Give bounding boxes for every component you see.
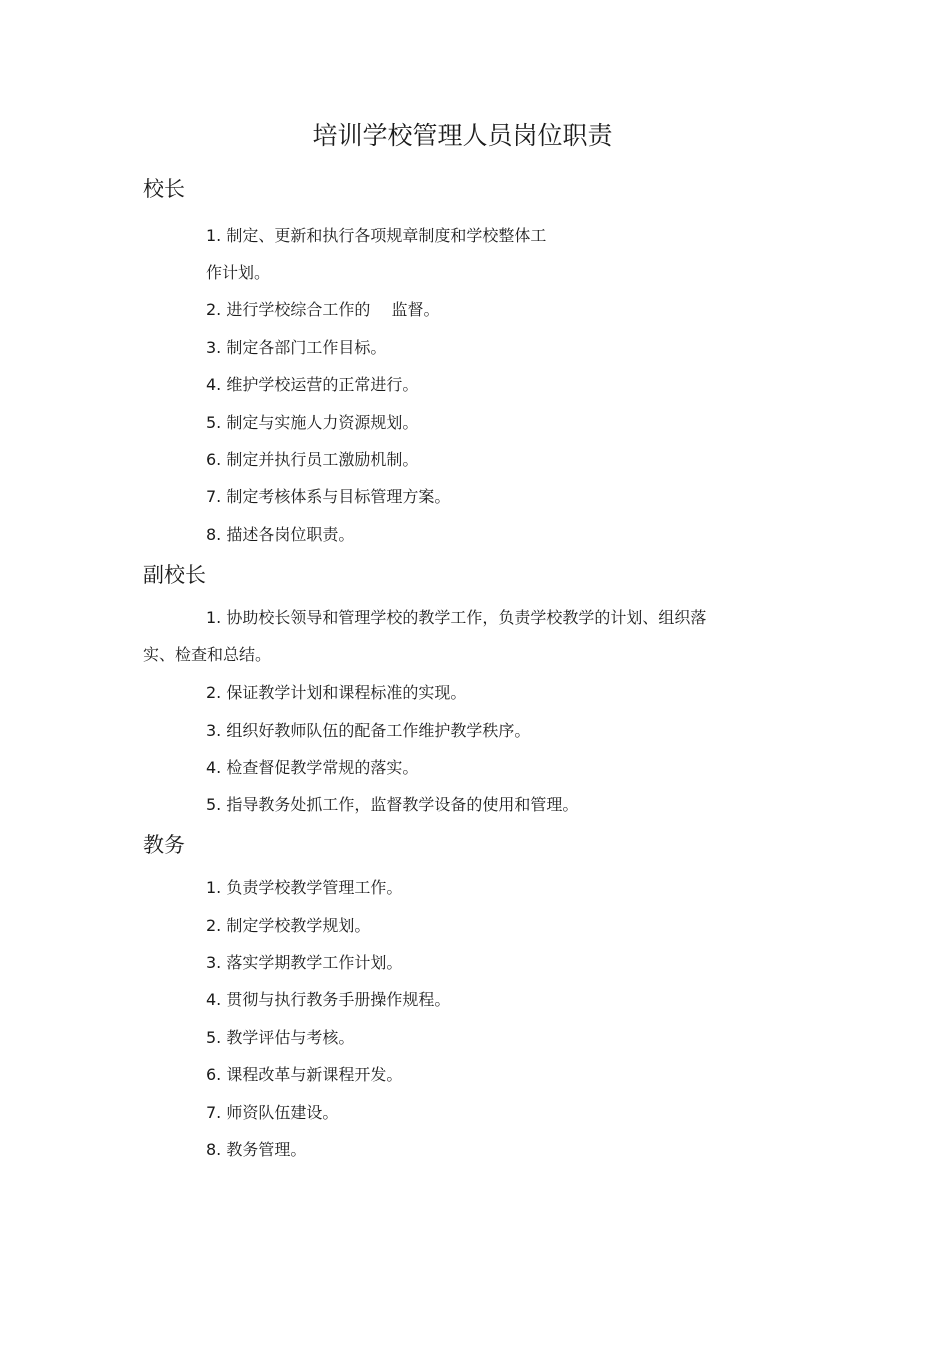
list-item: 3. 落实学期教学工作计划。 xyxy=(206,953,403,972)
list-item-continuation: 作计划。 xyxy=(206,263,271,282)
list-item: 6. 课程改革与新课程开发。 xyxy=(206,1065,403,1084)
list-item: 4. 检查督促教学常规的落实。 xyxy=(206,758,419,777)
list-item: 4. 维护学校运营的正常进行。 xyxy=(206,375,419,394)
list-item: 5. 教学评估与考核。 xyxy=(206,1028,355,1047)
list-item: 3. 制定各部门工作目标。 xyxy=(206,338,387,357)
section-heading-vice-principal: 副校长 xyxy=(143,563,206,587)
list-item: 1. 制定、更新和执行各项规章制度和学校整体工 xyxy=(206,226,547,245)
list-item: 7. 师资队伍建设。 xyxy=(206,1103,339,1122)
list-item: 8. 描述各岗位职责。 xyxy=(206,525,355,544)
list-item: 3. 组织好教师队伍的配备工作维护教学秩序。 xyxy=(206,721,531,740)
list-item: 6. 制定并执行员工激励机制。 xyxy=(206,450,419,469)
list-item-continuation: 实、检查和总结。 xyxy=(143,645,272,664)
list-item: 2. 制定学校教学规划。 xyxy=(206,916,371,935)
list-item: 5. 指导教务处抓工作，监督教学设备的使用和管理。 xyxy=(206,795,579,814)
list-item: 7. 制定考核体系与目标管理方案。 xyxy=(206,487,451,506)
section-heading-principal: 校长 xyxy=(143,177,185,201)
list-item: 8. 教务管理。 xyxy=(206,1140,307,1159)
list-item: 5. 制定与实施人力资源规划。 xyxy=(206,413,419,432)
document-title: 培训学校管理人员岗位职责 xyxy=(312,121,613,150)
section-heading-academic-affairs: 教务 xyxy=(143,833,185,857)
list-item: 2. 保证教学计划和课程标准的实现。 xyxy=(206,683,467,702)
list-item: 4. 贯彻与执行教务手册操作规程。 xyxy=(206,990,451,1009)
list-item: 1. 负责学校教学管理工作。 xyxy=(206,878,403,897)
list-item: 2. 进行学校综合工作的 监督。 xyxy=(206,300,440,319)
list-item: 1. 协助校长领导和管理学校的教学工作，负责学校教学的计划、组织落 xyxy=(206,608,707,627)
